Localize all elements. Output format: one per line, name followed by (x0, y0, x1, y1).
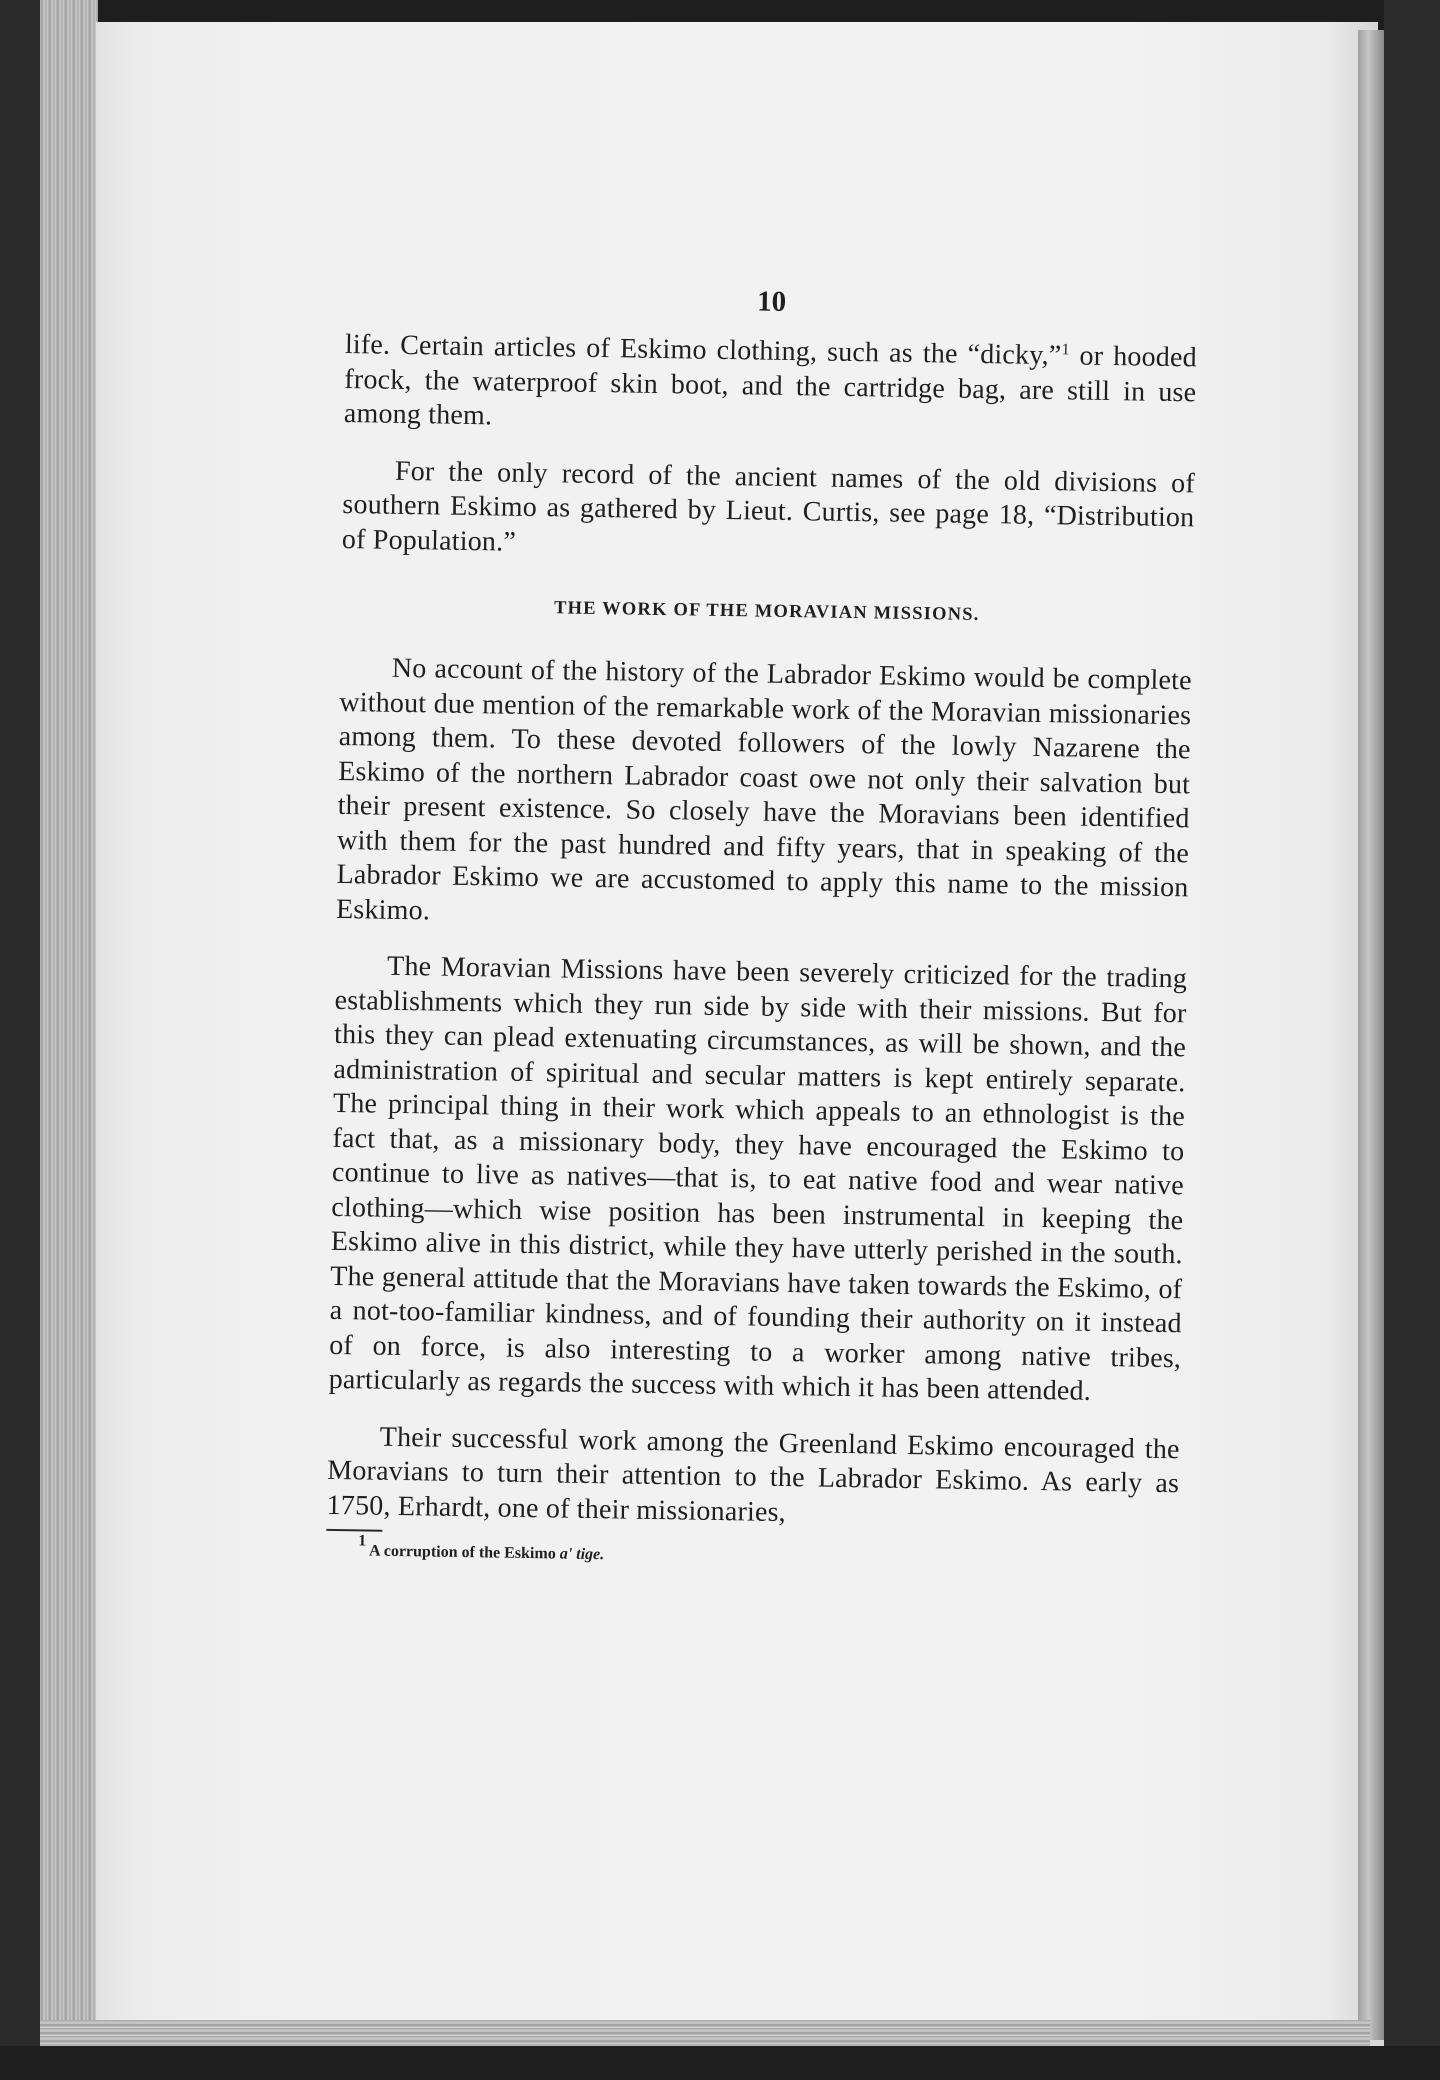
footnote-reference: 1 (1061, 341, 1070, 359)
scanner-frame-right (1384, 0, 1440, 2080)
page-text-block (326, 278, 1198, 1574)
paragraph-2: For the only record of the ancient names of the old divisions of southern Eskimo as gathered by Lieut. Curtis, see page 18, “Distribution of Population.” (341, 455, 1196, 558)
scanner-frame-bottom (0, 2046, 1440, 2080)
paragraph-1 (344, 328, 1198, 445)
paragraph-5: Their successful work among the Greenland Eskimo encouraged the Moravians to turn their attention to the Labrador Eskimo. As early as 1750, Erhardt, one of their missionaries, (326, 1421, 1180, 1528)
footnote-rule (326, 1529, 382, 1532)
scanner-frame-left (0, 0, 40, 2080)
paragraph-1-rest: or hooded frock, the waterproof skin boot, and the cartridge bag, are still in use among them. (343, 340, 1198, 432)
footnote-term: a' tige. (559, 1545, 605, 1564)
paragraph-4: The Moravian Missions have been severely criticized for the trading establishments which they run side by side with their missions. But for this they can plead extenuating circumstances, as will be shown, and the administration of spiritual and secular matters is kept entirely separate. The principal thing in their work which appeals to an ethnologist is the fact that, as a missionary body, they have encouraged the Eskimo to continue to live as natives—that is, to eat native food and wear native clothing—which wise position has been instrumental in keeping the Eskimo alive in this district, while they have utterly perished in the south. The general attitude that the Moravians have taken towards the Eskimo, of a not-too-familiar kindness, and of founding their authority on it instead of on force, is also interesting to a worker among native tribes, particularly as regards the success with which it has been attended. (328, 950, 1188, 1407)
paragraph-3: No account of the history of the Labrador Eskimo would be complete without due mention of the remarkable work of the Moravian missionaries among them. To these devoted followers of the lowly Nazarene the Eskimo of the northern Labrador coast owe not only their salvation but their present existence. So closely have the Moravians been identified with them for the past hundred and fifty years, that in speaking of the Labrador Eskimo we are accustomed to apply this name to the mission Eskimo. (335, 652, 1193, 926)
footnote-marker: 1 (358, 1532, 367, 1550)
paragraph-1-text: life. Certain articles of Eskimo clothing, such as the “dicky,” (344, 328, 1062, 372)
book-right-edge (1358, 30, 1384, 2040)
book-page-edges (40, 0, 98, 2080)
page-number: 10 (756, 285, 787, 318)
book-page-edges-bottom (40, 2020, 1370, 2046)
footnote-text: A corruption of the Eskimo (365, 1542, 560, 1563)
section-heading: THE WORK OF THE MORAVIAN MISSIONS. (553, 598, 980, 625)
